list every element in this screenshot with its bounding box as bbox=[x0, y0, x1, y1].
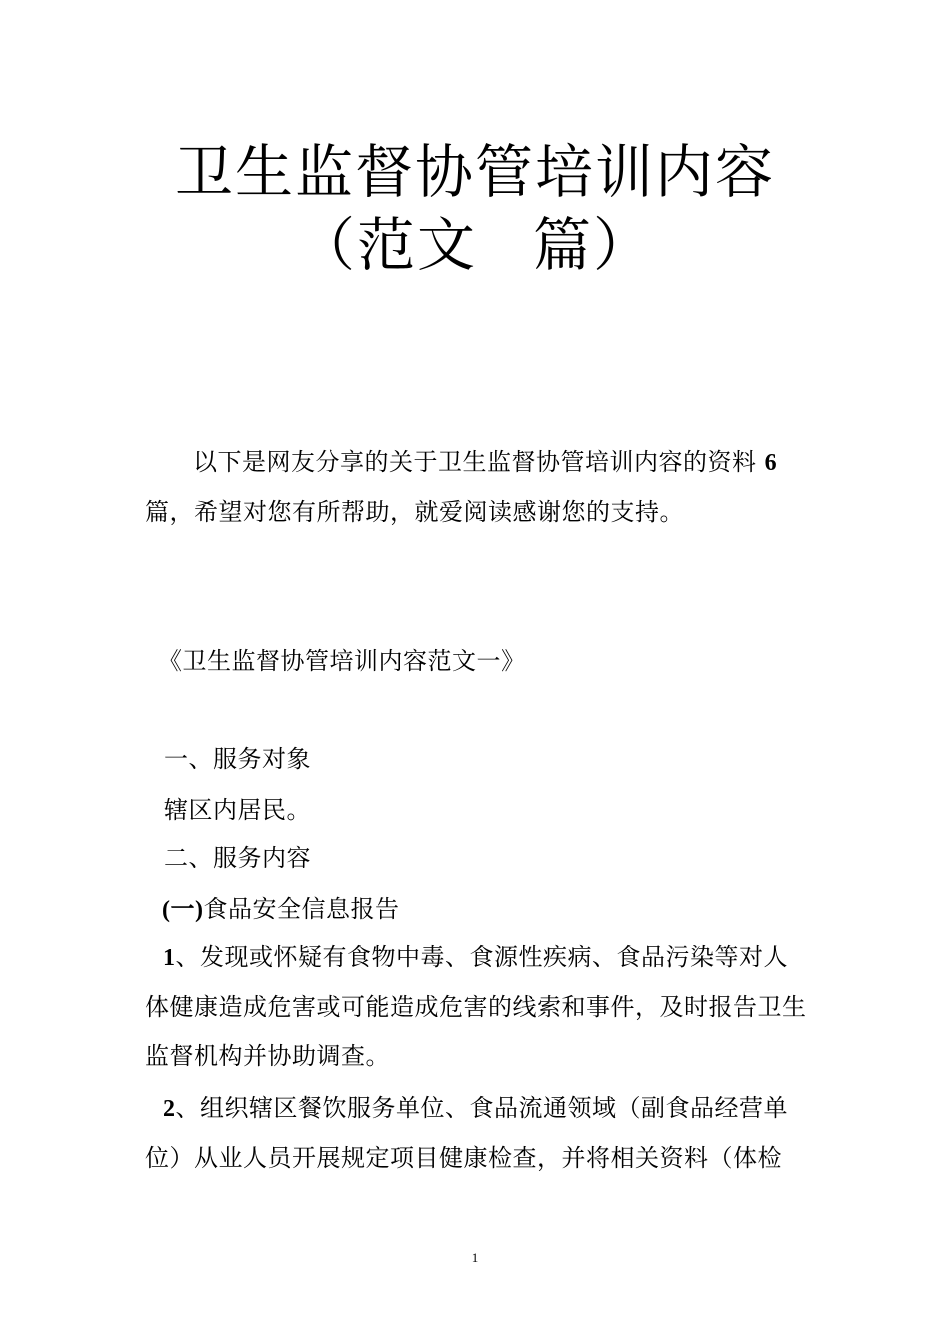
subheading-number: (一) bbox=[162, 897, 204, 923]
document-title-line1: 卫生监督协管培训内容 bbox=[174, 138, 775, 206]
title-line2-part-b: 篇） bbox=[533, 211, 654, 279]
document-title-line2 bbox=[0, 211, 950, 279]
list-item-2 bbox=[145, 1084, 810, 1183]
intro-paragraph bbox=[145, 438, 810, 537]
subheading-food-safety bbox=[162, 894, 399, 925]
list-item-2-number: 2 bbox=[163, 1096, 176, 1122]
intro-text-after: 篇，希望对您有所帮助，就爱阅读感谢您的支持。 bbox=[145, 498, 684, 526]
intro-count: 6 bbox=[764, 450, 778, 476]
list-item-1 bbox=[145, 933, 810, 1081]
intro-text-before: 以下是网友分享的关于卫生监督协管培训内容的资料 bbox=[193, 448, 765, 476]
heading-service-target: 一、服务对象 bbox=[164, 745, 311, 773]
heading-service-content: 二、服务内容 bbox=[164, 844, 311, 872]
title-line2-part-a: （范文 bbox=[296, 211, 477, 279]
list-item-2-text: 、组织辖区餐饮服务单位、食品流通领域（副食品经营单位）从业人员开展规定项目健康检查，并将相关资料（体检 bbox=[145, 1094, 788, 1172]
section-title: 《卫生监督协管培训内容范文一》 bbox=[158, 647, 526, 675]
page-number: 1 bbox=[471, 1250, 479, 1265]
list-item-1-text: 、发现或怀疑有食物中毒、食源性疾病、食品污染等对人体健康造成危害或可能造成危害的线索和事件，及时报告卫生监督机构并协助调查。 bbox=[145, 943, 807, 1070]
list-item-1-number: 1 bbox=[163, 945, 176, 971]
subheading-text: 食品安全信息报告 bbox=[203, 895, 400, 923]
service-target-text: 辖区内居民。 bbox=[164, 796, 311, 824]
